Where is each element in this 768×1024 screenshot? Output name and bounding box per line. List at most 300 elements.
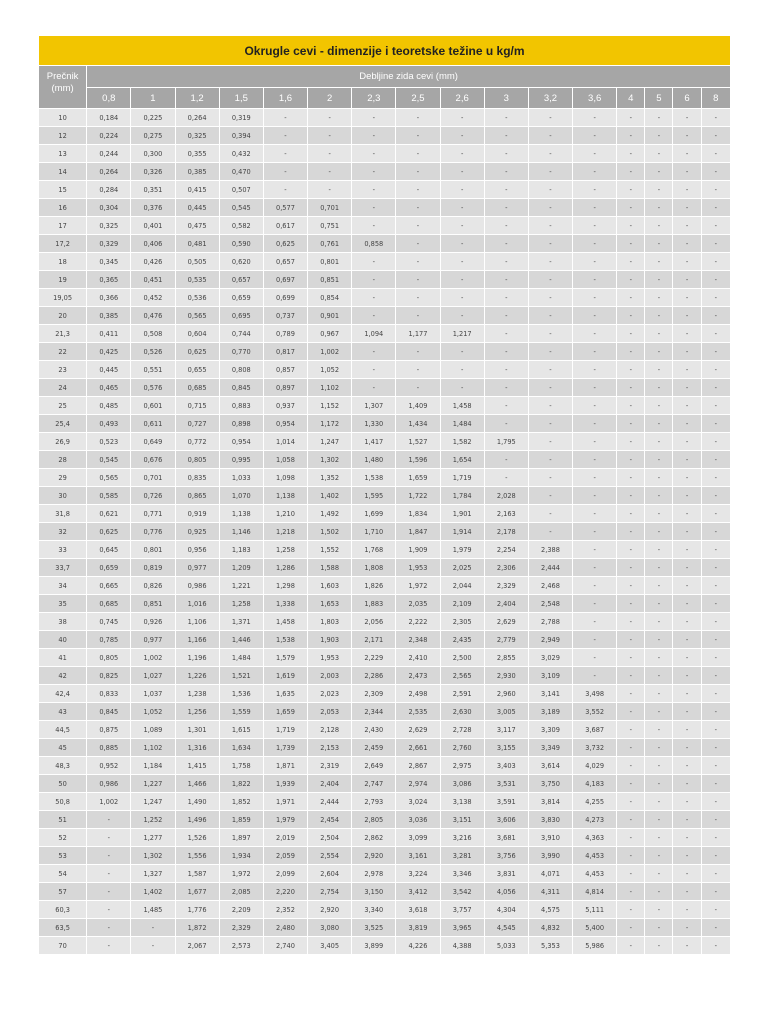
weight-cell: 3,757 [441, 901, 484, 918]
table-row [39, 613, 730, 630]
weight-cell: 0,351 [131, 181, 174, 198]
weight-cell: - [617, 595, 644, 612]
weight-cell: - [529, 199, 572, 216]
weight-cell: - [87, 919, 130, 936]
weight-cell: 2,352 [264, 901, 307, 918]
weight-cell: 2,388 [529, 541, 572, 558]
weight-cell: - [645, 163, 672, 180]
table-row [39, 847, 730, 864]
weight-cell: 4,832 [529, 919, 572, 936]
diameter-cell: 48,3 [39, 757, 86, 774]
weight-cell: 1,002 [131, 649, 174, 666]
weight-cell: - [617, 793, 644, 810]
diameter-cell: 19,05 [39, 289, 86, 306]
weight-cell: 0,995 [220, 451, 263, 468]
weight-cell: - [645, 343, 672, 360]
weight-cell: 2,059 [264, 847, 307, 864]
weight-cell: - [702, 685, 730, 702]
weight-cell: 1,615 [220, 721, 263, 738]
weight-cell: - [573, 217, 616, 234]
weight-cell: 4,226 [396, 937, 439, 954]
weight-cell: 2,222 [396, 613, 439, 630]
weight-cell: - [617, 487, 644, 504]
weight-cell: - [529, 253, 572, 270]
weight-cell: 1,302 [131, 847, 174, 864]
weight-cell: - [573, 361, 616, 378]
weight-cell: 1,834 [396, 505, 439, 522]
diameter-cell: 19 [39, 271, 86, 288]
weight-cell: 1,699 [352, 505, 395, 522]
weight-cell: 0,645 [87, 541, 130, 558]
weight-cell: - [617, 721, 644, 738]
diameter-cell: 21,3 [39, 325, 86, 342]
weight-cell: 0,264 [87, 163, 130, 180]
weight-cell: 0,507 [220, 181, 263, 198]
weight-cell: - [702, 451, 730, 468]
weight-cell: 4,814 [573, 883, 616, 900]
weight-cell: - [441, 379, 484, 396]
weight-cell: 3,750 [529, 775, 572, 792]
weight-cell: - [645, 649, 672, 666]
weight-cell: - [573, 307, 616, 324]
weight-cell: 0,875 [87, 721, 130, 738]
diameter-cell: 42 [39, 667, 86, 684]
weight-cell: 1,221 [220, 577, 263, 594]
weight-cell: 1,538 [352, 469, 395, 486]
weight-cell: - [702, 523, 730, 540]
table-row [39, 397, 730, 414]
weight-cell: 0,685 [87, 595, 130, 612]
weight-cell: - [573, 163, 616, 180]
weight-cell: 0,601 [131, 397, 174, 414]
weight-cell: - [396, 253, 439, 270]
weight-cell: - [573, 271, 616, 288]
weight-cell: - [573, 433, 616, 450]
weight-cell: - [673, 757, 700, 774]
weight-cell: - [131, 919, 174, 936]
weight-cell: - [617, 433, 644, 450]
weight-cell: 2,974 [396, 775, 439, 792]
weight-cell: - [573, 541, 616, 558]
weight-cell: 0,225 [131, 109, 174, 126]
thickness-header: Debljine zida cevi (mm) [87, 66, 730, 87]
weight-cell: 0,919 [176, 505, 219, 522]
weight-cell: 1,301 [176, 721, 219, 738]
weight-cell: - [529, 217, 572, 234]
weight-cell: 0,625 [176, 343, 219, 360]
weight-cell: 0,625 [264, 235, 307, 252]
weight-cell: 3,281 [441, 847, 484, 864]
weight-cell: - [673, 217, 700, 234]
weight-cell: - [396, 235, 439, 252]
weight-cell: 1,226 [176, 667, 219, 684]
weight-cell: 1,052 [131, 703, 174, 720]
weight-cell: 2,128 [308, 721, 351, 738]
table-row [39, 721, 730, 738]
weight-cell: - [673, 415, 700, 432]
weight-cell: - [396, 163, 439, 180]
weight-cell: 1,579 [264, 649, 307, 666]
weight-cell: 1,847 [396, 523, 439, 540]
weight-cell: 4,453 [573, 865, 616, 882]
weight-cell: - [441, 271, 484, 288]
weight-cell: 1,227 [131, 775, 174, 792]
weight-cell: 0,676 [131, 451, 174, 468]
diameter-cell: 41 [39, 649, 86, 666]
weight-cell: 0,659 [87, 559, 130, 576]
weight-cell: - [673, 595, 700, 612]
diameter-cell: 29 [39, 469, 86, 486]
diameter-cell: 13 [39, 145, 86, 162]
weight-cell: - [396, 379, 439, 396]
weight-cell: 2,019 [264, 829, 307, 846]
weight-cell: - [702, 541, 730, 558]
weight-cell: 0,789 [264, 325, 307, 342]
table-row [39, 577, 730, 594]
weight-cell: - [264, 145, 307, 162]
weight-cell: 1,972 [396, 577, 439, 594]
weight-cell: 2,473 [396, 667, 439, 684]
weight-cell: - [485, 145, 528, 162]
diameter-cell: 70 [39, 937, 86, 954]
weight-cell: 4,545 [485, 919, 528, 936]
weight-cell: 1,016 [176, 595, 219, 612]
table-row [39, 307, 730, 324]
diameter-cell: 17 [39, 217, 86, 234]
weight-cell: 2,788 [529, 613, 572, 630]
weight-cell: - [441, 343, 484, 360]
weight-cell: 1,659 [264, 703, 307, 720]
weight-cell: 1,914 [441, 523, 484, 540]
diameter-cell: 51 [39, 811, 86, 828]
weight-cell: 1,102 [131, 739, 174, 756]
weight-cell: 1,758 [220, 757, 263, 774]
weight-cell: 2,028 [485, 487, 528, 504]
table-row [39, 145, 730, 162]
weight-cell: 0,493 [87, 415, 130, 432]
weight-cell: 1,252 [131, 811, 174, 828]
weight-cell: 1,795 [485, 433, 528, 450]
weight-cell: - [645, 703, 672, 720]
weight-cell: 2,306 [485, 559, 528, 576]
weight-cell: 2,003 [308, 667, 351, 684]
table-row [39, 487, 730, 504]
weight-cell: 3,618 [396, 901, 439, 918]
table-row [39, 685, 730, 702]
weight-cell: 0,345 [87, 253, 130, 270]
weight-cell: 1,166 [176, 631, 219, 648]
weight-cell: - [573, 181, 616, 198]
weight-cell: 1,027 [131, 667, 174, 684]
weight-cell: 3,150 [352, 883, 395, 900]
weight-cell: - [573, 631, 616, 648]
weight-cell: - [645, 739, 672, 756]
weight-cell: - [673, 793, 700, 810]
weight-cell: - [352, 271, 395, 288]
weight-cell: 1,446 [220, 631, 263, 648]
weight-cell: 3,606 [485, 811, 528, 828]
weight-cell: 4,183 [573, 775, 616, 792]
weight-cell: - [673, 163, 700, 180]
weight-cell: 0,697 [264, 271, 307, 288]
weight-cell: 2,178 [485, 523, 528, 540]
weight-cell: - [645, 415, 672, 432]
weight-cell: - [87, 865, 130, 882]
weight-cell: 2,629 [485, 613, 528, 630]
weight-cell: 1,247 [131, 793, 174, 810]
weight-cell: - [673, 289, 700, 306]
weight-cell: - [673, 811, 700, 828]
weight-cell: 0,776 [131, 523, 174, 540]
weight-cell: 0,329 [87, 235, 130, 252]
weight-cell: 3,189 [529, 703, 572, 720]
weight-cell: 4,453 [573, 847, 616, 864]
diameter-cell: 24 [39, 379, 86, 396]
weight-cell: - [702, 181, 730, 198]
weight-cell: - [617, 235, 644, 252]
weight-cell: - [645, 595, 672, 612]
table-row [39, 523, 730, 540]
weight-cell: 2,444 [308, 793, 351, 810]
weight-cell: 0,851 [308, 271, 351, 288]
thickness-values-row [39, 88, 730, 108]
weight-cell: 0,582 [220, 217, 263, 234]
diameter-cell: 35 [39, 595, 86, 612]
weight-cell: 1,939 [264, 775, 307, 792]
weight-cell: - [645, 757, 672, 774]
weight-cell: 0,621 [87, 505, 130, 522]
table-row [39, 289, 730, 306]
table-row [39, 901, 730, 918]
weight-cell: - [673, 145, 700, 162]
weight-cell: 1,417 [352, 433, 395, 450]
weight-cell: 2,649 [352, 757, 395, 774]
weight-cell: - [352, 343, 395, 360]
table-row [39, 253, 730, 270]
table-row [39, 127, 730, 144]
weight-cell: - [617, 127, 644, 144]
weight-cell: - [396, 217, 439, 234]
weight-cell: - [645, 811, 672, 828]
weight-cell: 1,172 [308, 415, 351, 432]
weight-cell: - [485, 325, 528, 342]
weight-cell: 0,785 [87, 631, 130, 648]
weight-cell: 2,554 [308, 847, 351, 864]
weight-cell: 0,545 [220, 199, 263, 216]
diameter-cell: 12 [39, 127, 86, 144]
weight-cell: 3,830 [529, 811, 572, 828]
table-row [39, 181, 730, 198]
weight-cell: 2,930 [485, 667, 528, 684]
weight-cell: - [485, 109, 528, 126]
weight-cell: - [645, 271, 672, 288]
weight-cell: - [352, 361, 395, 378]
weight-cell: - [352, 307, 395, 324]
weight-cell: 1,587 [176, 865, 219, 882]
weight-cell: 0,954 [220, 433, 263, 450]
diameter-cell: 31,8 [39, 505, 86, 522]
weight-cell: 2,025 [441, 559, 484, 576]
weight-cell: 1,654 [441, 451, 484, 468]
weight-cell: 3,346 [441, 865, 484, 882]
weight-cell: - [702, 469, 730, 486]
weight-cell: 2,319 [308, 757, 351, 774]
weight-cell: 0,865 [176, 487, 219, 504]
weight-cell: - [573, 343, 616, 360]
weight-cell: 2,056 [352, 613, 395, 630]
weight-cell: 2,548 [529, 595, 572, 612]
table-title: Okrugle cevi - dimenzije i teoretske težine u kg/m [39, 36, 730, 65]
thickness-header-cell: 3,6 [573, 88, 616, 108]
weight-cell: 1,883 [352, 595, 395, 612]
weight-cell: 0,967 [308, 325, 351, 342]
weight-cell: - [485, 343, 528, 360]
weight-cell: 1,871 [264, 757, 307, 774]
weight-cell: 3,099 [396, 829, 439, 846]
weight-cell: - [702, 289, 730, 306]
weight-cell: 2,053 [308, 703, 351, 720]
weight-cell: 0,772 [176, 433, 219, 450]
weight-cell: 1,596 [396, 451, 439, 468]
weight-cell: 0,385 [87, 307, 130, 324]
weight-cell: - [573, 469, 616, 486]
weight-cell: 0,535 [176, 271, 219, 288]
weight-cell: - [617, 577, 644, 594]
weight-cell: 0,857 [264, 361, 307, 378]
weight-cell: 2,629 [396, 721, 439, 738]
weight-cell: - [617, 757, 644, 774]
table-row [39, 325, 730, 342]
weight-cell: - [702, 703, 730, 720]
weight-cell: - [485, 451, 528, 468]
weight-cell: 0,470 [220, 163, 263, 180]
weight-cell: 1,217 [441, 325, 484, 342]
weight-cell: - [702, 397, 730, 414]
weight-cell: - [673, 523, 700, 540]
weight-cell: 0,475 [176, 217, 219, 234]
weight-cell: - [702, 649, 730, 666]
thickness-header-cell: 5 [645, 88, 672, 108]
weight-cell: - [617, 325, 644, 342]
weight-cell: 1,872 [176, 919, 219, 936]
weight-cell: 1,070 [220, 487, 263, 504]
weight-cell: - [702, 775, 730, 792]
weight-cell: 0,425 [87, 343, 130, 360]
weight-cell: - [673, 505, 700, 522]
weight-cell: 0,770 [220, 343, 263, 360]
weight-cell: - [673, 577, 700, 594]
weight-cell: - [573, 379, 616, 396]
weight-cell: 0,536 [176, 289, 219, 306]
weight-cell: 3,216 [441, 829, 484, 846]
weight-cell: - [702, 361, 730, 378]
weight-cell: - [352, 289, 395, 306]
weight-cell: 1,102 [308, 379, 351, 396]
weight-cell: - [352, 253, 395, 270]
weight-cell: 5,986 [573, 937, 616, 954]
weight-cell: - [617, 775, 644, 792]
weight-cell: - [702, 721, 730, 738]
weight-cell: 5,400 [573, 919, 616, 936]
weight-cell: 2,085 [220, 883, 263, 900]
weight-cell: - [702, 271, 730, 288]
weight-cell: - [573, 559, 616, 576]
weight-cell: - [396, 127, 439, 144]
weight-cell: 1,434 [396, 415, 439, 432]
weight-cell: 1,033 [220, 469, 263, 486]
weight-cell: - [87, 829, 130, 846]
weight-cell: 1,859 [220, 811, 263, 828]
weight-cell: - [645, 487, 672, 504]
weight-cell: 2,793 [352, 793, 395, 810]
weight-cell: 3,224 [396, 865, 439, 882]
weight-cell: - [702, 811, 730, 828]
weight-cell: 1,330 [352, 415, 395, 432]
weight-cell: 0,977 [176, 559, 219, 576]
weight-cell: 2,867 [396, 757, 439, 774]
weight-cell: - [673, 649, 700, 666]
weight-cell: 3,138 [441, 793, 484, 810]
weight-cell: - [673, 739, 700, 756]
weight-cell: - [485, 163, 528, 180]
weight-cell: 3,831 [485, 865, 528, 882]
weight-cell: - [645, 469, 672, 486]
weight-cell: - [441, 289, 484, 306]
weight-cell: 1,808 [352, 559, 395, 576]
weight-cell: - [485, 181, 528, 198]
table-row [39, 649, 730, 666]
weight-cell: - [702, 613, 730, 630]
weight-cell: 3,412 [396, 883, 439, 900]
weight-cell: 2,740 [264, 937, 307, 954]
weight-cell: 0,901 [308, 307, 351, 324]
weight-cell: 0,620 [220, 253, 263, 270]
diameter-cell: 44,5 [39, 721, 86, 738]
diameter-cell: 32 [39, 523, 86, 540]
weight-cell: 2,920 [308, 901, 351, 918]
weight-cell: 2,500 [441, 649, 484, 666]
weight-cell: 3,117 [485, 721, 528, 738]
weight-cell: 3,405 [308, 937, 351, 954]
weight-cell: 1,719 [264, 721, 307, 738]
weight-cell: - [573, 649, 616, 666]
weight-cell: 3,340 [352, 901, 395, 918]
weight-cell: 1,037 [131, 685, 174, 702]
weight-cell: - [673, 937, 700, 954]
diameter-cell: 10 [39, 109, 86, 126]
weight-cell: 1,852 [220, 793, 263, 810]
weight-cell: - [702, 253, 730, 270]
weight-cell: - [529, 487, 572, 504]
weight-cell: 3,531 [485, 775, 528, 792]
weight-cell: 1,971 [264, 793, 307, 810]
weight-cell: 2,404 [485, 595, 528, 612]
weight-cell: 0,452 [131, 289, 174, 306]
weight-cell: - [529, 379, 572, 396]
weight-cell: 1,492 [308, 505, 351, 522]
weight-cell: 0,394 [220, 127, 263, 144]
weight-cell: - [673, 433, 700, 450]
weight-cell: 0,625 [87, 523, 130, 540]
weight-cell: 0,657 [264, 253, 307, 270]
weight-cell: 0,365 [87, 271, 130, 288]
weight-cell: 0,325 [176, 127, 219, 144]
weight-cell: 0,655 [176, 361, 219, 378]
weight-cell: - [645, 235, 672, 252]
weight-cell: 3,029 [529, 649, 572, 666]
weight-cell: 1,409 [396, 397, 439, 414]
weight-cell: - [673, 775, 700, 792]
